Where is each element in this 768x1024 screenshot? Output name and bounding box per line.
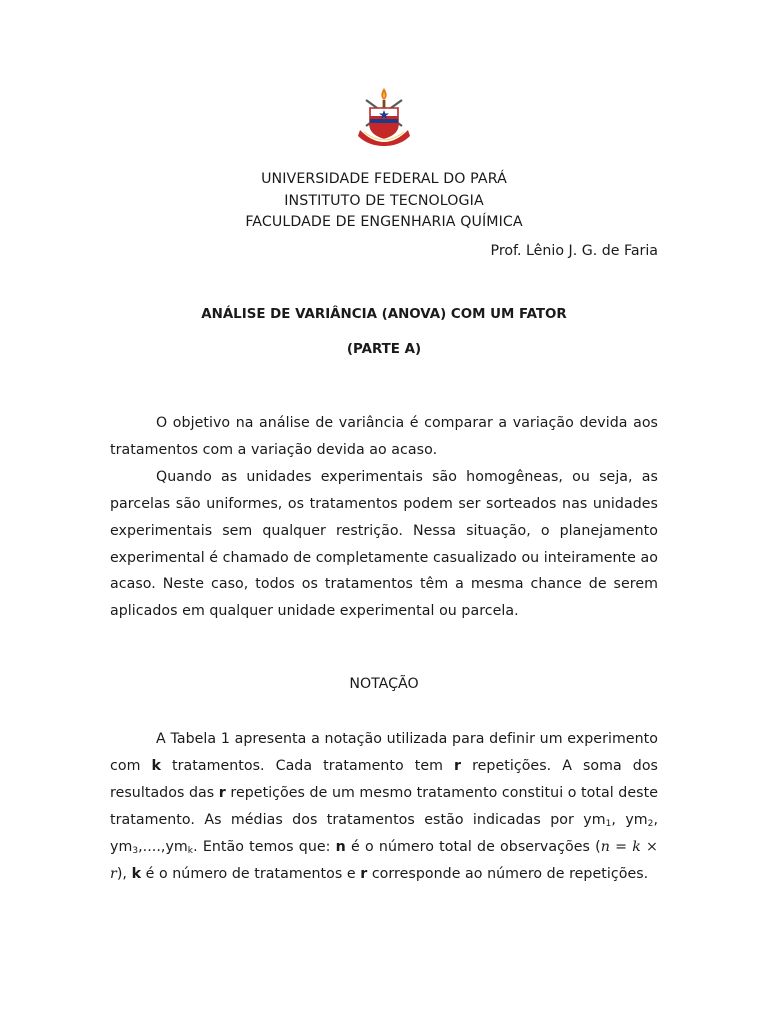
bold-term-r: r xyxy=(454,757,462,774)
text-run: repetições. A soma dos resultados das xyxy=(110,757,658,801)
author-name: Prof. Lênio J. G. de Faria xyxy=(490,243,658,259)
text-run: é o número total de observações ( xyxy=(345,838,601,855)
bold-term-n: n xyxy=(335,838,346,855)
university-seal xyxy=(354,86,414,148)
intro-paragraph-2: Quando as unidades experimentais são homogêneas, ou seja, as parcelas são uniformes, os tratamentos podem ser sorteados nas unidades experimentais sem qualquer restrição. Nessa situação, o planejamento experimental é chamado de completamente casualizado ou inteiramente ao acaso. Neste caso, todos os tratamentos têm a mesma chance de serem aplicados em qualquer unidade experimental ou parcela. xyxy=(110,468,658,620)
intro-section xyxy=(110,410,658,625)
text-run: tratamentos. Cada tratamento tem xyxy=(160,757,455,774)
intro-paragraph-1: O objetivo na análise de variância é comparar a variação devida aos tratamentos com a variação devida ao acaso. xyxy=(110,415,658,458)
subscript: 1 xyxy=(605,818,612,829)
text-run: , ym xyxy=(611,811,648,828)
bold-term-k: k xyxy=(151,757,161,774)
institution-header xyxy=(110,169,658,234)
notation-section xyxy=(110,726,658,887)
text-run: é o número de tratamentos e xyxy=(141,865,361,882)
text-run: , ym xyxy=(110,811,658,855)
notation-paragraph xyxy=(110,726,658,887)
subscript: k xyxy=(187,845,194,856)
document-title: ANÁLISE DE VARIÂNCIA (ANOVA) COM UM FATOR xyxy=(201,307,567,322)
section-heading-notation: NOTAÇÃO xyxy=(349,676,419,692)
document-subtitle: (PARTE A) xyxy=(346,342,422,357)
formula: n = k × r xyxy=(110,838,658,882)
text-run: ), xyxy=(116,865,132,882)
text-run: . Então temos que: xyxy=(193,838,336,855)
institute-name: INSTITUTO DE TECNOLOGIA xyxy=(284,192,484,209)
bold-term-r: r xyxy=(360,865,368,882)
university-seal-icon xyxy=(354,86,414,148)
text-run: repetições de um mesmo tratamento constitui o total deste tratamento. As médias dos tratamentos estão indicadas por ym xyxy=(110,784,658,828)
bold-term-k: k xyxy=(131,865,142,882)
university-name: UNIVERSIDADE FEDERAL DO PARÁ xyxy=(261,171,507,187)
text-run: corresponde ao número de repetições. xyxy=(367,865,649,882)
faculty-name: FACULDADE DE ENGENHARIA QUÍMICA xyxy=(245,214,523,230)
text-run: ,....,ym xyxy=(138,838,188,855)
subscript: 3 xyxy=(132,845,139,856)
bold-term-r: r xyxy=(218,784,226,801)
subscript: 2 xyxy=(647,818,654,829)
text-run: A Tabela 1 apresenta a notação utilizada para definir um experimento com xyxy=(110,731,658,774)
